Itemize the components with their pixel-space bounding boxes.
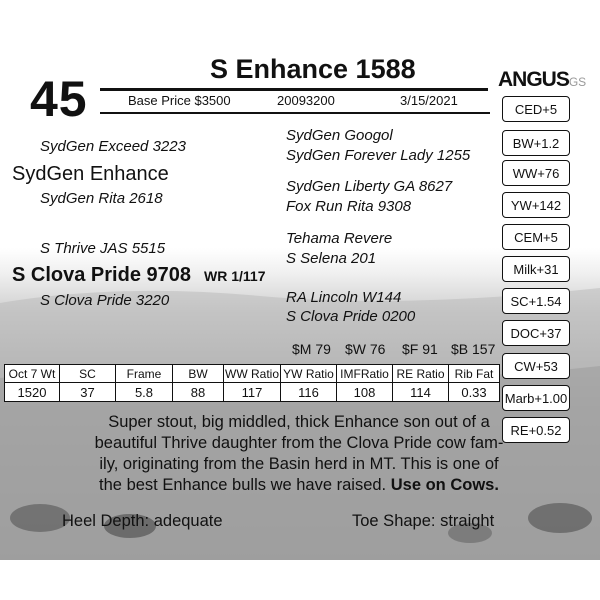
performance-table [4,364,500,402]
index-m: $M 79 [292,341,331,357]
description [4,412,594,496]
table-header: IMFRatio [337,365,393,383]
pedigree-far-1: SydGen Googol [286,127,393,144]
table-header: YW Ratio [281,365,337,383]
table-cell: 5.8 [116,383,173,402]
table-cell: 108 [337,383,393,402]
table-cell: 117 [224,383,281,402]
table-header: WW Ratio [225,366,279,381]
epd-re: RE+0.52 [502,417,570,443]
pedigree-far-5: Tehama Revere [286,230,393,247]
epd-marb: Marb+1.00 [502,385,570,411]
table-header: Frame [116,365,173,383]
sale-lot-card [0,48,600,560]
pedigree-dam: S Clova Pride 9708 [12,264,191,286]
table-header: RE Ratio [393,365,449,383]
pedigree-sire: SydGen Enhance [12,163,169,185]
description-line: Super stout, big middled, thick Enhance son out of a [108,413,490,431]
epd-doc: DOC+37 [502,320,570,346]
epd-yw: YW+142 [502,192,570,218]
description-line-last: the best Enhance bulls we have raised. Use on Cows. [99,476,499,494]
dam-weaning-ratio: WR 1/117 [204,268,266,284]
description-emphasis: Use on Cows. [390,476,499,494]
epd-milk: Milk+31 [502,256,570,282]
toe-shape: Toe Shape: straight [352,512,495,530]
epd-cem: CEM+5 [502,224,570,250]
pedigree-far-8: S Clova Pride 0200 [286,308,416,325]
description-line: ily, originating from the Basin herd in MT. This is one of [99,455,499,473]
title-rule-bottom [100,112,490,114]
table-row [5,383,500,402]
registration-number: 20093200 [277,93,335,108]
birth-date: 3/15/2021 [400,93,458,108]
pedigree-far-2: SydGen Forever Lady 1255 [286,147,471,164]
epd-ced: CED+5 [502,96,570,122]
base-price: Base Price $3500 [128,93,231,108]
epd-sc: SC+1.54 [502,288,570,314]
table-header: SC [60,365,116,383]
lot-number: 45 [30,71,88,127]
table-cell: 1520 [5,383,60,402]
index-f: $F 91 [402,341,438,357]
pedigree-sire-sire: SydGen Exceed 3223 [40,138,186,155]
animal-name: S Enhance 1588 [210,54,416,84]
pedigree-sire-dam: SydGen Rita 2618 [40,190,163,207]
description-line: beautiful Thrive daughter from the Clova Pride cow fam- [94,434,504,452]
table-cell: 0.33 [449,383,500,402]
epd-ww: WW+76 [502,160,570,186]
pedigree-far-3: SydGen Liberty GA 8627 [286,178,453,195]
index-w: $W 76 [345,341,386,357]
table-header: Oct 7 Wt [5,365,60,383]
pedigree-far-4: Fox Run Rita 9308 [286,198,412,215]
epd-cw: CW+53 [502,353,570,379]
table-cell: 37 [60,383,116,402]
index-b: $B 157 [451,341,496,357]
pedigree-dam-sire: S Thrive JAS 5515 [40,240,166,257]
table-header: Rib Fat [449,365,500,383]
title-rule-top [100,88,488,91]
pedigree-far-6: S Selena 201 [286,250,377,267]
table-cell: 114 [393,383,449,402]
angus-gs-logo: ANGUSGS [498,68,587,91]
table-cell: 116 [281,383,337,402]
table-header: BW [173,365,224,383]
heel-depth: Heel Depth: adequate [62,512,223,530]
pedigree-far-7: RA Lincoln W144 [286,289,402,306]
epd-bw: BW+1.2 [502,130,570,156]
table-header-row [5,365,500,383]
table-cell: 88 [173,383,224,402]
pedigree-dam-dam: S Clova Pride 3220 [40,292,170,309]
